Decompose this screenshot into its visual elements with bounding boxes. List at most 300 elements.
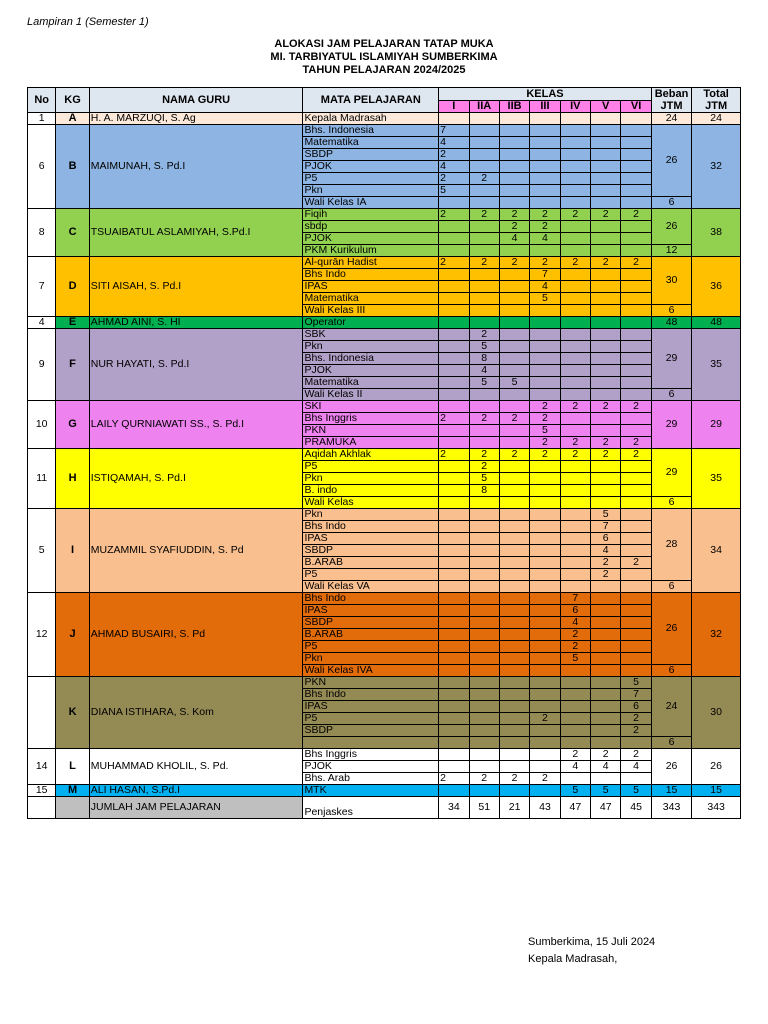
kelas-hours-cell	[621, 353, 651, 365]
kelas-hours-cell	[469, 653, 499, 665]
teacher-name: H. A. MARZUQI, S. Ag	[89, 113, 303, 125]
teacher-kg: I	[56, 509, 89, 593]
subject-cell: Pkn	[303, 341, 439, 353]
kelas-hours-cell	[560, 197, 590, 209]
table-row	[28, 209, 741, 221]
kelas-hours-cell	[530, 737, 560, 749]
kelas-hours-cell	[560, 137, 590, 149]
kelas-hours-cell	[499, 125, 529, 137]
kelas-hours-cell	[439, 305, 469, 317]
beban-jtm: 28	[651, 509, 692, 581]
teacher-name: ISTIQAMAH, S. Pd.I	[89, 449, 303, 509]
kelas-hours-cell	[560, 569, 590, 581]
kelas-hours-cell	[530, 653, 560, 665]
kelas-hours-cell	[621, 545, 651, 557]
subject-cell: Wali Kelas IA	[303, 197, 439, 209]
kelas-hours-cell	[439, 113, 469, 125]
kelas-hours-cell	[560, 713, 590, 725]
kelas-hours-cell	[469, 221, 499, 233]
kelas-hours-cell	[560, 305, 590, 317]
kelas-hours-cell: 2	[499, 773, 529, 785]
kelas-hours-cell	[499, 341, 529, 353]
teacher-no: 7	[28, 257, 56, 317]
kelas-hours-cell: 2	[469, 209, 499, 221]
subject-cell: SBDP	[303, 149, 439, 161]
table-row	[28, 257, 741, 269]
kelas-hours-cell	[591, 713, 621, 725]
kelas-hours-cell	[530, 545, 560, 557]
subject-cell: sbdp	[303, 221, 439, 233]
total-jtm: 32	[692, 125, 741, 209]
title-line-3: TAHUN PELAJARAN 2024/2025	[302, 64, 466, 76]
kelas-hours-cell	[560, 353, 590, 365]
kelas-hours-cell	[591, 425, 621, 437]
subject-cell: Bhs. Arab	[303, 773, 439, 785]
total-jtm: 30	[692, 677, 741, 749]
subject-cell: Bhs Indo	[303, 521, 439, 533]
header-kelas-col: III	[530, 101, 560, 113]
jumlah-kelas-cell: 43	[530, 797, 560, 819]
kelas-hours-cell	[530, 161, 560, 173]
beban-jtm: 24	[651, 113, 692, 125]
kelas-hours-cell: 7	[439, 125, 469, 137]
kelas-hours-cell: 5	[591, 509, 621, 521]
kelas-hours-cell	[530, 569, 560, 581]
kelas-hours-cell: 2	[499, 413, 529, 425]
kelas-hours-cell	[530, 341, 560, 353]
kelas-hours-cell	[621, 305, 651, 317]
kelas-hours-cell	[621, 389, 651, 401]
kelas-hours-cell: 2	[530, 221, 560, 233]
kelas-hours-cell	[591, 593, 621, 605]
table-row	[28, 509, 741, 521]
kelas-hours-cell: 2	[560, 749, 590, 761]
table-body	[28, 113, 741, 819]
kelas-hours-cell	[530, 689, 560, 701]
kelas-hours-cell	[591, 305, 621, 317]
kelas-hours-cell	[499, 689, 529, 701]
subject-cell: Pkn	[303, 185, 439, 197]
subject-cell: MTK	[303, 785, 439, 797]
subject-cell: PJOK	[303, 761, 439, 773]
kelas-hours-cell	[560, 737, 590, 749]
subject-cell: Pkn	[303, 473, 439, 485]
kelas-hours-cell	[439, 701, 469, 713]
kelas-hours-cell: 5	[469, 377, 499, 389]
total-jtm: 15	[692, 785, 741, 797]
kelas-hours-cell: 5	[591, 785, 621, 797]
kelas-hours-cell	[560, 581, 590, 593]
kelas-hours-cell: 2	[621, 725, 651, 737]
kelas-hours-cell	[469, 593, 499, 605]
kelas-hours-cell	[621, 665, 651, 677]
subject-cell: PJOK	[303, 161, 439, 173]
kelas-hours-cell: 7	[560, 593, 590, 605]
kelas-hours-cell	[621, 473, 651, 485]
kelas-hours-cell	[530, 533, 560, 545]
teacher-name: TSUAIBATUL ASLAMIYAH, S.Pd.I	[89, 209, 303, 257]
kelas-hours-cell	[560, 281, 590, 293]
kelas-hours-cell: 5	[469, 341, 499, 353]
kelas-hours-cell	[530, 701, 560, 713]
table-row	[28, 401, 741, 413]
kelas-hours-cell	[591, 185, 621, 197]
kelas-hours-cell	[469, 401, 499, 413]
kelas-hours-cell	[560, 245, 590, 257]
kelas-hours-cell	[560, 701, 590, 713]
kelas-hours-cell	[591, 497, 621, 509]
kelas-hours-cell	[621, 413, 651, 425]
kelas-hours-cell	[439, 725, 469, 737]
kelas-hours-cell	[439, 737, 469, 749]
kelas-hours-cell	[591, 725, 621, 737]
kelas-hours-cell: 2	[439, 149, 469, 161]
jumlah-kelas-cell: 47	[560, 797, 590, 819]
kelas-hours-cell	[469, 605, 499, 617]
kelas-hours-cell: 2	[621, 449, 651, 461]
kelas-hours-cell: 2	[591, 401, 621, 413]
kelas-hours-cell: 2	[439, 773, 469, 785]
subject-cell: Wali Kelas II	[303, 389, 439, 401]
jumlah-kelas-cell: 51	[469, 797, 499, 819]
kelas-hours-cell	[530, 665, 560, 677]
kelas-hours-cell	[469, 629, 499, 641]
kelas-hours-cell: 5	[560, 785, 590, 797]
kelas-hours-cell: 4	[530, 281, 560, 293]
teacher-kg: E	[56, 317, 89, 329]
table-row	[28, 749, 741, 761]
kelas-hours-cell: 5	[469, 473, 499, 485]
kelas-hours-cell	[469, 677, 499, 689]
teacher-no: 6	[28, 125, 56, 209]
kelas-hours-cell	[469, 317, 499, 329]
kelas-hours-cell	[499, 701, 529, 713]
kelas-hours-cell	[499, 329, 529, 341]
teacher-kg: F	[56, 329, 89, 401]
kelas-hours-cell	[499, 761, 529, 773]
total-jtm: 38	[692, 209, 741, 257]
subject-cell: Kepala Madrasah	[303, 113, 439, 125]
kelas-hours-cell	[499, 293, 529, 305]
kelas-hours-cell: 8	[469, 353, 499, 365]
beban-extra: 6	[651, 197, 692, 209]
teacher-no: 15	[28, 785, 56, 797]
beban-extra: 6	[651, 389, 692, 401]
kelas-hours-cell	[591, 689, 621, 701]
kelas-hours-cell	[439, 569, 469, 581]
kelas-hours-cell	[439, 221, 469, 233]
kelas-hours-cell	[530, 761, 560, 773]
kelas-hours-cell	[530, 581, 560, 593]
kelas-hours-cell	[530, 377, 560, 389]
kelas-hours-cell	[499, 629, 529, 641]
table-row	[28, 113, 741, 125]
kelas-hours-cell	[591, 773, 621, 785]
kelas-hours-cell	[530, 725, 560, 737]
total-jtm: 24	[692, 113, 741, 125]
subject-cell: Bhs. Indonesia	[303, 353, 439, 365]
kelas-hours-cell	[469, 641, 499, 653]
kelas-hours-cell	[560, 221, 590, 233]
kelas-hours-cell: 5	[439, 185, 469, 197]
kelas-hours-cell	[530, 485, 560, 497]
jumlah-mapel: Penjaskes	[303, 797, 439, 819]
kelas-hours-cell	[621, 497, 651, 509]
kelas-hours-cell: 2	[591, 749, 621, 761]
kelas-hours-cell	[591, 413, 621, 425]
subject-cell: PKM Kurikulum	[303, 245, 439, 257]
kelas-hours-cell: 2	[499, 449, 529, 461]
kelas-hours-cell	[499, 617, 529, 629]
kelas-hours-cell	[439, 245, 469, 257]
kelas-hours-cell	[439, 593, 469, 605]
kelas-hours-cell	[499, 161, 529, 173]
jumlah-kelas-cell: 45	[621, 797, 651, 819]
teacher-no	[28, 677, 56, 749]
kelas-hours-cell	[499, 113, 529, 125]
subject-cell: Bhs Indo	[303, 593, 439, 605]
beban-jtm: 26	[651, 125, 692, 197]
kelas-hours-cell	[530, 677, 560, 689]
kelas-hours-cell: 2	[530, 401, 560, 413]
kelas-hours-cell	[621, 221, 651, 233]
subject-cell: Fiqih	[303, 209, 439, 221]
kelas-hours-cell: 2	[621, 437, 651, 449]
kelas-hours-cell	[499, 401, 529, 413]
subject-cell: Aqidah Akhlak	[303, 449, 439, 461]
teacher-name: SITI AISAH, S. Pd.I	[89, 257, 303, 317]
total-jtm: 32	[692, 593, 741, 677]
kelas-hours-cell	[560, 341, 590, 353]
kelas-hours-cell	[499, 569, 529, 581]
kelas-hours-cell	[439, 533, 469, 545]
kelas-hours-cell	[469, 425, 499, 437]
kelas-hours-cell	[499, 437, 529, 449]
kelas-hours-cell	[469, 545, 499, 557]
kelas-hours-cell: 4	[439, 137, 469, 149]
subject-cell: PJOK	[303, 365, 439, 377]
teacher-name: AHMAD AINI, S. HI	[89, 317, 303, 329]
kelas-hours-cell	[621, 173, 651, 185]
kelas-hours-cell	[469, 293, 499, 305]
kelas-hours-cell	[439, 749, 469, 761]
kelas-hours-cell	[591, 245, 621, 257]
total-jtm: 48	[692, 317, 741, 329]
kelas-hours-cell	[469, 521, 499, 533]
subject-cell: Bhs Inggris	[303, 413, 439, 425]
kelas-hours-cell	[591, 233, 621, 245]
header-kelas: KELAS	[439, 88, 652, 101]
kelas-hours-cell	[499, 605, 529, 617]
kelas-hours-cell	[621, 773, 651, 785]
table-row	[28, 125, 741, 137]
kelas-hours-cell	[560, 533, 590, 545]
table-row	[28, 317, 741, 329]
kelas-hours-cell	[469, 713, 499, 725]
teacher-kg: D	[56, 257, 89, 317]
beban-jtm: 29	[651, 449, 692, 497]
beban-jtm: 26	[651, 749, 692, 785]
kelas-hours-cell: 7	[530, 269, 560, 281]
kelas-hours-cell: 2	[591, 437, 621, 449]
kelas-hours-cell	[469, 761, 499, 773]
header-kg: KG	[56, 88, 89, 113]
kelas-hours-cell: 2	[560, 257, 590, 269]
kelas-hours-cell	[439, 233, 469, 245]
kelas-hours-cell	[530, 473, 560, 485]
kelas-hours-cell	[560, 545, 590, 557]
kelas-hours-cell: 2	[621, 749, 651, 761]
kelas-hours-cell	[621, 581, 651, 593]
subject-cell: Matematika	[303, 377, 439, 389]
kelas-hours-cell: 2	[530, 257, 560, 269]
kelas-hours-cell	[530, 125, 560, 137]
title-line-2: MI. TARBIYATUL ISLAMIYAH SUMBERKIMA	[270, 51, 498, 63]
kelas-hours-cell: 5	[621, 785, 651, 797]
kelas-hours-cell	[530, 389, 560, 401]
kelas-hours-cell	[621, 269, 651, 281]
beban-extra: 6	[651, 737, 692, 749]
jumlah-row	[28, 797, 741, 819]
subject-cell: P5	[303, 173, 439, 185]
kelas-hours-cell	[530, 317, 560, 329]
kelas-hours-cell	[499, 461, 529, 473]
kelas-hours-cell	[591, 341, 621, 353]
kelas-hours-cell	[591, 353, 621, 365]
kelas-hours-cell	[621, 593, 651, 605]
kelas-hours-cell	[499, 509, 529, 521]
kelas-hours-cell	[591, 629, 621, 641]
kelas-hours-cell	[560, 497, 590, 509]
kelas-hours-cell	[530, 329, 560, 341]
kelas-hours-cell: 2	[591, 557, 621, 569]
kelas-hours-cell	[469, 125, 499, 137]
kelas-hours-cell: 2	[439, 449, 469, 461]
jumlah-kg	[56, 797, 89, 819]
kelas-hours-cell	[499, 581, 529, 593]
kelas-hours-cell	[439, 653, 469, 665]
kelas-hours-cell	[439, 689, 469, 701]
kelas-hours-cell	[439, 545, 469, 557]
kelas-hours-cell	[560, 173, 590, 185]
kelas-hours-cell	[469, 749, 499, 761]
subject-cell: Wali Kelas III	[303, 305, 439, 317]
kelas-hours-cell	[560, 185, 590, 197]
kelas-hours-cell	[439, 269, 469, 281]
kelas-hours-cell: 2	[560, 629, 590, 641]
beban-extra: 6	[651, 581, 692, 593]
title-line-1: ALOKASI JAM PELAJARAN TATAP MUKA	[274, 38, 494, 50]
subject-cell: B.ARAB	[303, 629, 439, 641]
lampiran-label: Lampiran 1 (Semester 1)	[27, 16, 149, 28]
kelas-hours-cell	[560, 677, 590, 689]
kelas-hours-cell	[469, 185, 499, 197]
beban-jtm: 15	[651, 785, 692, 797]
kelas-hours-cell	[560, 269, 590, 281]
header-kelas-col: VI	[621, 101, 651, 113]
kelas-hours-cell	[439, 437, 469, 449]
subject-cell: PJOK	[303, 233, 439, 245]
subject-cell: Bhs Inggris	[303, 749, 439, 761]
kelas-hours-cell	[469, 701, 499, 713]
kelas-hours-cell	[530, 173, 560, 185]
kelas-hours-cell	[439, 389, 469, 401]
kelas-hours-cell: 2	[439, 209, 469, 221]
kelas-hours-cell	[591, 665, 621, 677]
subject-cell	[303, 737, 439, 749]
total-jtm: 35	[692, 449, 741, 509]
kelas-hours-cell: 8	[469, 485, 499, 497]
kelas-hours-cell	[469, 389, 499, 401]
teacher-name: DIANA ISTIHARA, S. Kom	[89, 677, 303, 749]
kelas-hours-cell	[591, 641, 621, 653]
jumlah-kelas-cell: 34	[439, 797, 469, 819]
kelas-hours-cell	[439, 329, 469, 341]
teacher-no: 8	[28, 209, 56, 257]
kelas-hours-cell	[439, 641, 469, 653]
kelas-hours-cell: 2	[469, 329, 499, 341]
kelas-hours-cell	[591, 461, 621, 473]
kelas-hours-cell: 6	[591, 533, 621, 545]
kelas-hours-cell	[530, 461, 560, 473]
kelas-hours-cell	[469, 557, 499, 569]
kelas-hours-cell: 2	[439, 413, 469, 425]
teacher-name: MUZAMMIL SYAFIUDDIN, S. Pd	[89, 509, 303, 593]
teacher-no: 5	[28, 509, 56, 593]
kelas-hours-cell	[499, 185, 529, 197]
kelas-hours-cell	[621, 329, 651, 341]
subject-cell: P5	[303, 641, 439, 653]
kelas-hours-cell	[469, 617, 499, 629]
subject-cell: Wali Kelas VA	[303, 581, 439, 593]
kelas-hours-cell	[530, 365, 560, 377]
kelas-hours-cell: 2	[530, 413, 560, 425]
kelas-hours-cell	[530, 245, 560, 257]
kelas-hours-cell	[439, 557, 469, 569]
kelas-hours-cell	[591, 701, 621, 713]
kelas-hours-cell	[469, 689, 499, 701]
kelas-hours-cell	[560, 665, 590, 677]
subject-cell: SBDP	[303, 725, 439, 737]
kelas-hours-cell	[621, 461, 651, 473]
kelas-hours-cell: 2	[530, 773, 560, 785]
kelas-hours-cell	[499, 269, 529, 281]
kelas-hours-cell	[469, 245, 499, 257]
kelas-hours-cell: 2	[591, 257, 621, 269]
kelas-hours-cell	[621, 317, 651, 329]
kelas-hours-cell	[591, 113, 621, 125]
kelas-hours-cell	[469, 581, 499, 593]
signature-place-date: Sumberkima, 15 Juli 2024	[528, 936, 656, 948]
beban-jtm: 24	[651, 677, 692, 737]
kelas-hours-cell	[560, 725, 590, 737]
header-nama-guru: NAMA GURU	[89, 88, 303, 113]
kelas-hours-cell: 7	[591, 521, 621, 533]
teacher-kg: C	[56, 209, 89, 257]
subject-cell: SBDP	[303, 617, 439, 629]
subject-cell: P5	[303, 461, 439, 473]
kelas-hours-cell	[439, 521, 469, 533]
subject-cell: PKN	[303, 425, 439, 437]
subject-cell: Wali Kelas	[303, 497, 439, 509]
kelas-hours-cell	[591, 485, 621, 497]
header-no: No	[28, 88, 56, 113]
kelas-hours-cell: 2	[469, 257, 499, 269]
kelas-hours-cell	[560, 461, 590, 473]
kelas-hours-cell	[560, 233, 590, 245]
kelas-hours-cell	[469, 137, 499, 149]
kelas-hours-cell	[591, 605, 621, 617]
